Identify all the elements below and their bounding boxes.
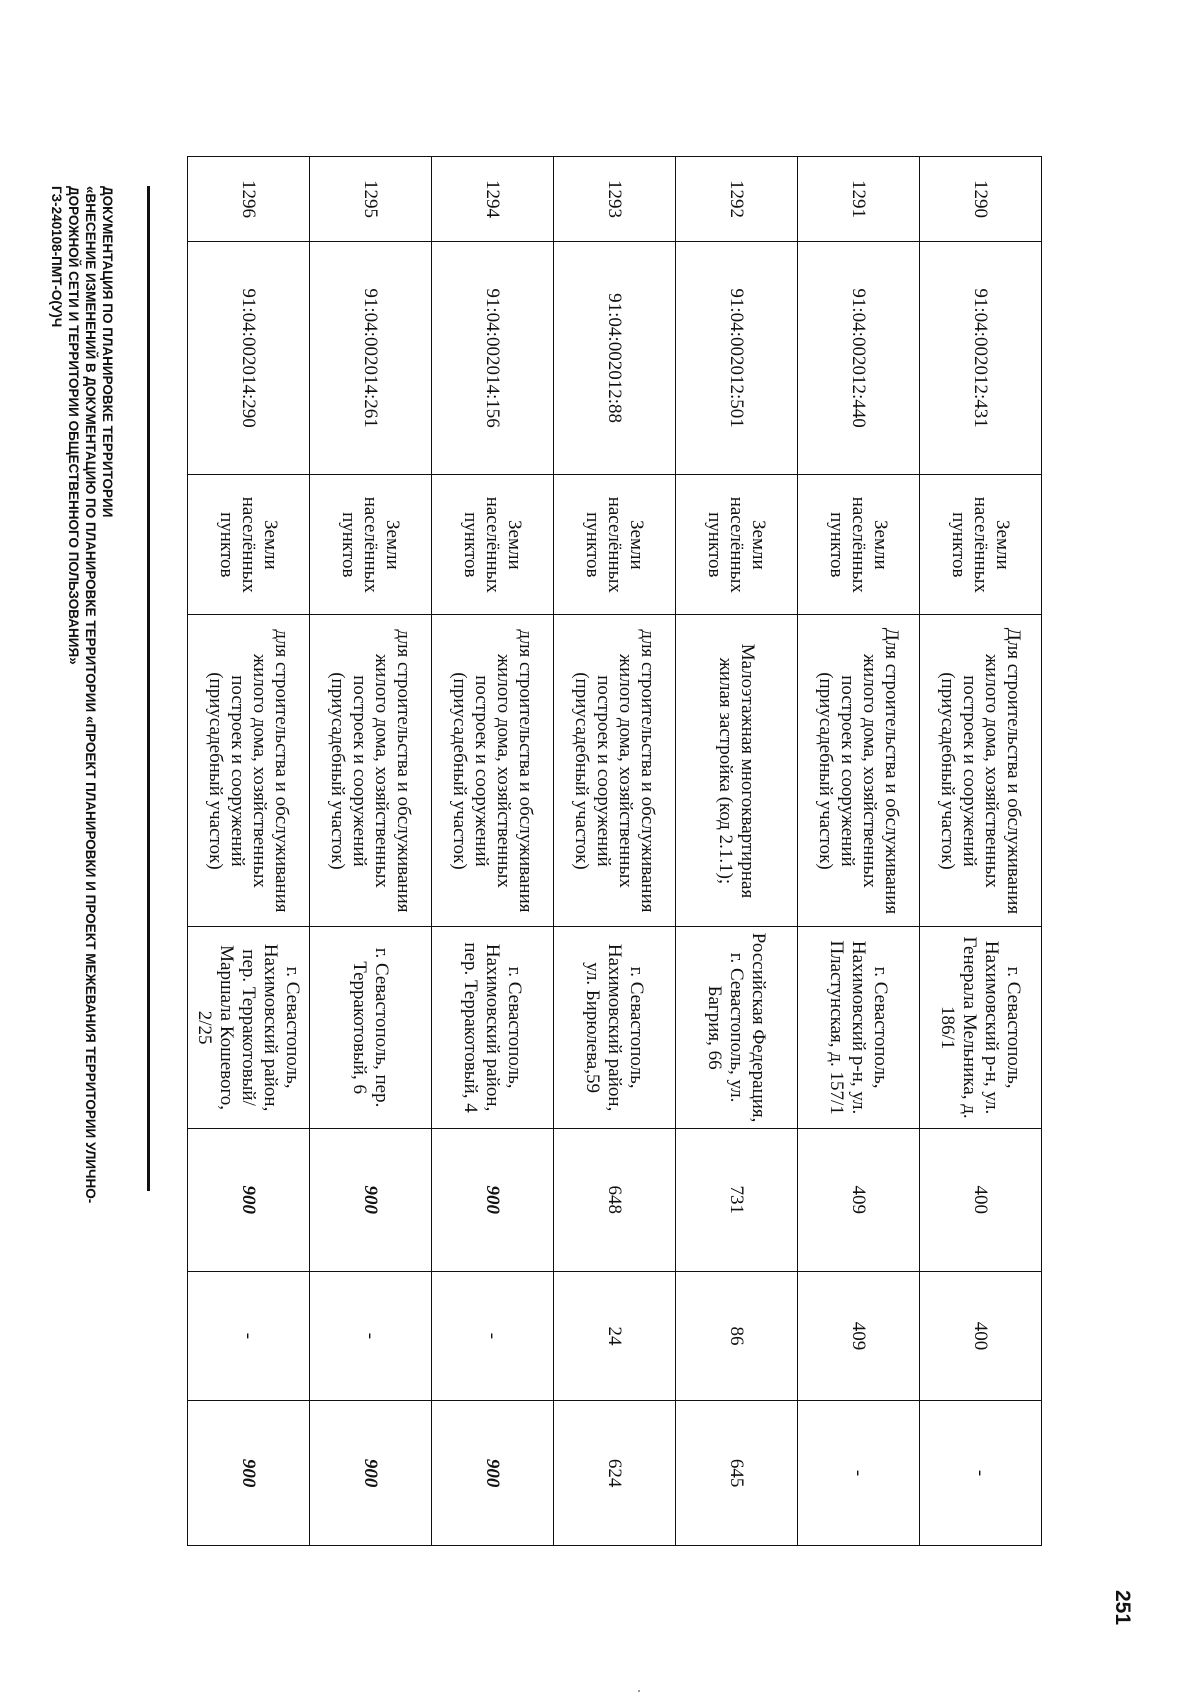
table-row xyxy=(310,157,432,1546)
address: Российская Федерация, г. Севастополь, ул. Багрия, 66 xyxy=(676,927,798,1128)
row-number: 1290 xyxy=(920,157,1042,242)
address: г. Севастополь, пер. Терракотовый, 6 xyxy=(310,927,432,1128)
permitted-use: для строительства и обслуживания жилого дома, хозяйственных построек и сооружений (приусадебный участок) xyxy=(432,615,554,927)
area-inside: - xyxy=(188,1271,310,1400)
area-outside: 900 xyxy=(432,1401,554,1546)
area-outside: 900 xyxy=(188,1401,310,1546)
permitted-use: для строительства и обслуживания жилого дома, хозяйственных построек и сооружений (приусадебный участок) xyxy=(554,615,676,927)
land-category: Земли населённых пунктов xyxy=(920,475,1042,615)
table-row xyxy=(920,157,1042,1546)
permitted-use: для строительства и обслуживания жилого дома, хозяйственных построек и сооружений (приусадебный участок) xyxy=(310,615,432,927)
cadastral-number: 91:04:002012:88 xyxy=(554,242,676,475)
cadastral-number: 91:04:002012:501 xyxy=(676,242,798,475)
row-number: 1294 xyxy=(432,157,554,242)
area-total: 648 xyxy=(554,1128,676,1271)
permitted-use: Для строительства и обслуживания жилого дома, хозяйственных построек и сооружений (приусадебный участок) xyxy=(798,615,920,927)
area-inside: - xyxy=(310,1271,432,1400)
area-outside: 900 xyxy=(310,1401,432,1546)
permitted-use: для строительства и обслуживания жилого дома, хозяйственных построек и сооружений (приусадебный участок) xyxy=(188,615,310,927)
address: г. Севастополь, Нахимовский р-н, ул. Генерала Мельника, д. 186/1 xyxy=(920,927,1042,1128)
land-category: Земли населённых пунктов xyxy=(188,475,310,615)
address: г. Севастополь, Нахимовский район, пер. Терракотовый, 4 xyxy=(432,927,554,1128)
address: г. Севастополь, Нахимовский район, ул. Бирюлева,59 xyxy=(554,927,676,1128)
document-header xyxy=(48,186,116,1586)
permitted-use: Для строительства и обслуживания жилого дома, хозяйственных построек и сооружений (приусадебный участок) xyxy=(920,615,1042,927)
area-outside: - xyxy=(920,1401,1042,1546)
cadastral-number: 91:04:002012:440 xyxy=(798,242,920,475)
table-row xyxy=(798,157,920,1546)
area-total: 900 xyxy=(188,1128,310,1271)
permitted-use: Малоэтажная многоквартирная жилая застройка (код 2.1.1); xyxy=(676,615,798,927)
area-total: 731 xyxy=(676,1128,798,1271)
header-line-4: ГЗ-240108-ПМТ-О(У)Ч xyxy=(49,186,64,328)
row-number: 1296 xyxy=(188,157,310,242)
area-total: 900 xyxy=(310,1128,432,1271)
area-outside: - xyxy=(798,1401,920,1546)
parcel-table xyxy=(187,156,1042,1546)
land-category: Земли населённых пунктов xyxy=(798,475,920,615)
page-number: 251 xyxy=(1111,1590,1134,1626)
area-inside: 24 xyxy=(554,1271,676,1400)
cadastral-number: 91:04:002012:431 xyxy=(920,242,1042,475)
row-number: 1295 xyxy=(310,157,432,242)
land-category: Земли населённых пунктов xyxy=(432,475,554,615)
header-rule xyxy=(147,186,150,1191)
area-inside: 86 xyxy=(676,1271,798,1400)
table-row xyxy=(432,157,554,1546)
table-row xyxy=(676,157,798,1546)
area-total: 400 xyxy=(920,1128,1042,1271)
table-row xyxy=(188,157,310,1546)
row-number: 1292 xyxy=(676,157,798,242)
scan-artifact xyxy=(638,1690,640,1692)
area-outside: 645 xyxy=(676,1401,798,1546)
area-total: 409 xyxy=(798,1128,920,1271)
land-category: Земли населённых пунктов xyxy=(554,475,676,615)
land-category: Земли населённых пунктов xyxy=(310,475,432,615)
cadastral-number: 91:04:002014:156 xyxy=(432,242,554,475)
table-row xyxy=(554,157,676,1546)
area-outside: 624 xyxy=(554,1401,676,1546)
land-category: Земли населённых пунктов xyxy=(676,475,798,615)
header-line-1: ДОКУМЕНТАЦИЯ ПО ПЛАНИРОВКЕ ТЕРРИТОРИИ xyxy=(100,186,115,518)
area-total: 900 xyxy=(432,1128,554,1271)
row-number: 1293 xyxy=(554,157,676,242)
header-line-3: ДОРОЖНОЙ СЕТИ И ТЕРРИТОРИИ ОБЩЕСТВЕННОГО ПОЛЬЗОВАНИЯ» xyxy=(66,186,81,665)
area-inside: 400 xyxy=(920,1271,1042,1400)
header-line-2: «ВНЕСЕНИЕ ИЗМЕНЕНИЙ В ДОКУМЕНТАЦИЮ ПО ПЛАНИРОВКЕ ТЕРРИТОРИИ «ПРОЕКТ ПЛАНИРОВКИ И ПРОЕКТ МЕЖЕВАНИЯ ТЕРРИТОРИИ УЛИЧНО- xyxy=(83,186,98,1204)
address: г. Севастополь, Нахимовский район, пер. Терракотовый/ Маршала Кошевого, 2/25 xyxy=(188,927,310,1128)
area-inside: - xyxy=(432,1271,554,1400)
area-inside: 409 xyxy=(798,1271,920,1400)
cadastral-number: 91:04:002014:261 xyxy=(310,242,432,475)
row-number: 1291 xyxy=(798,157,920,242)
cadastral-number: 91:04:002014:290 xyxy=(188,242,310,475)
address: г. Севастополь, Нахимовский р-н, ул. Пластунская, д. 157/1 xyxy=(798,927,920,1128)
